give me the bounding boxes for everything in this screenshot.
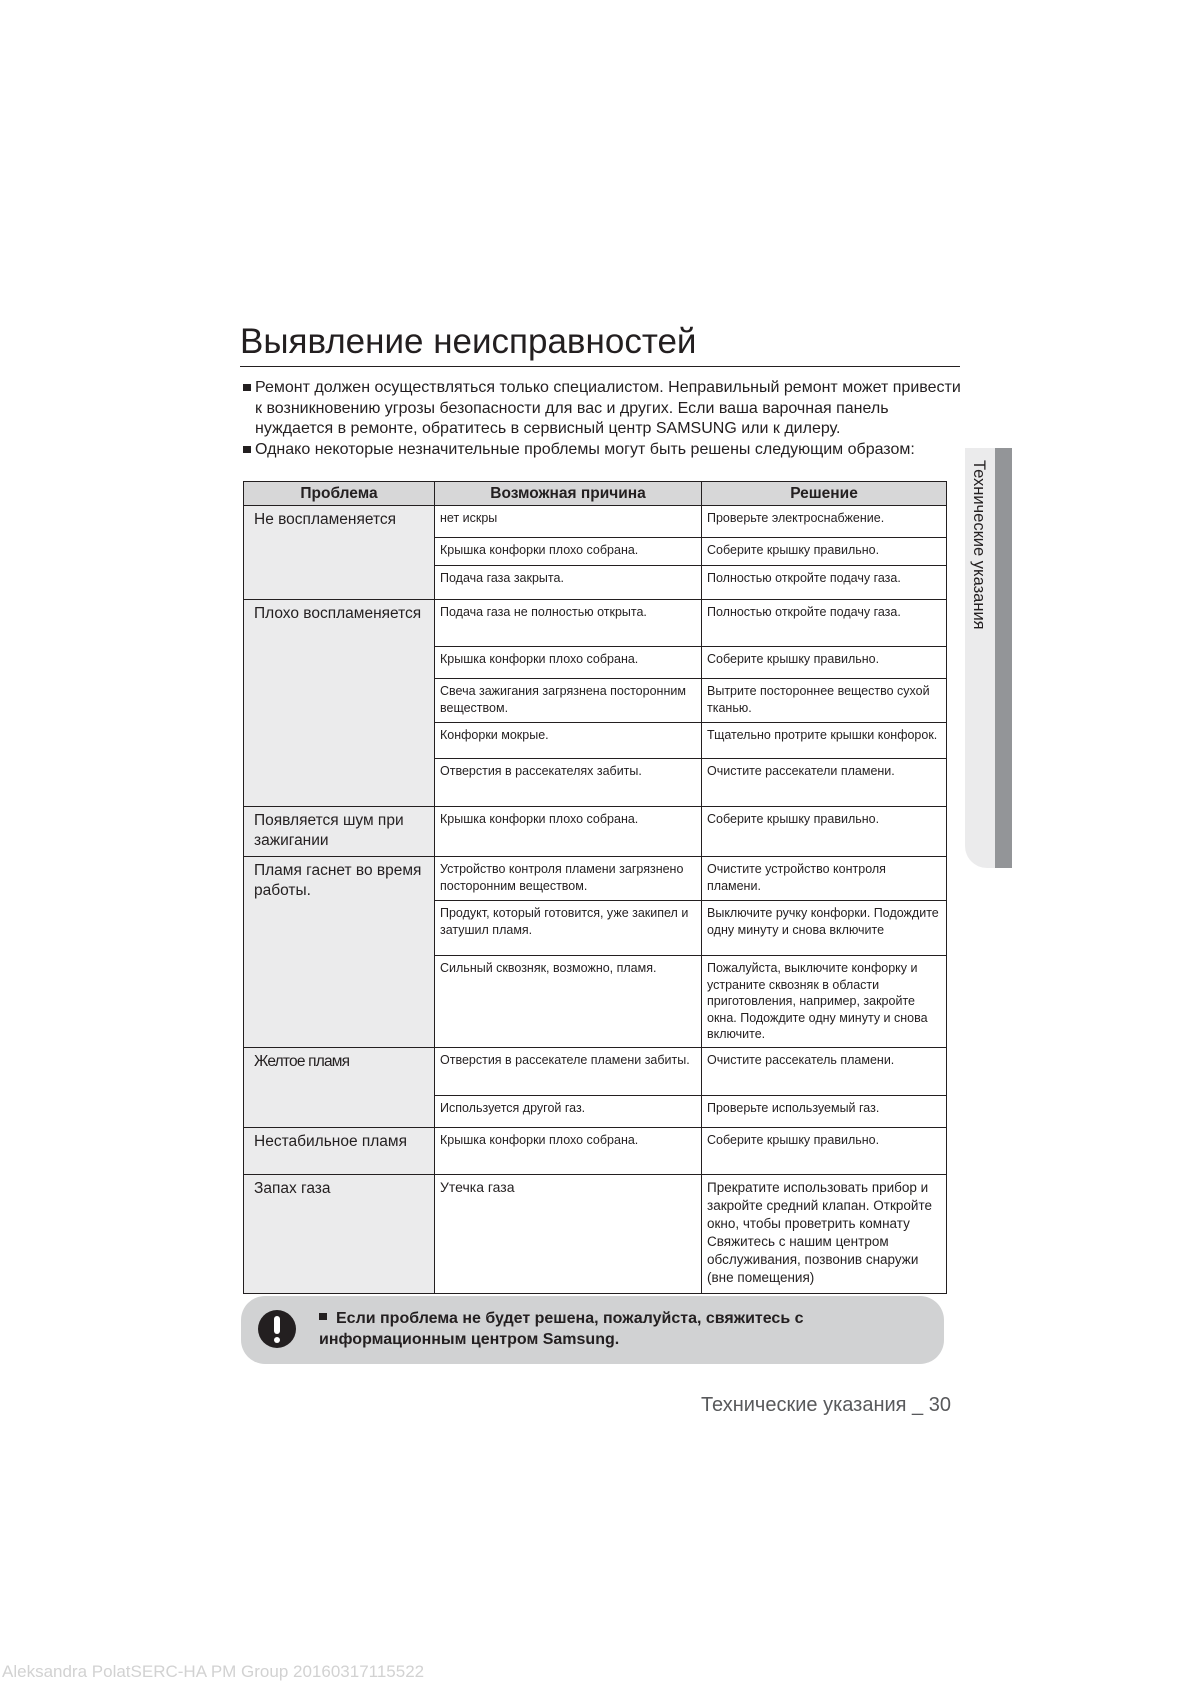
solution-cell: Выключите ручку конфорки. Подождите одну минуту и снова включите	[702, 901, 947, 956]
intro-bullets	[240, 378, 970, 460]
cause-cell: Крышка конфорки плохо собрана.	[435, 647, 702, 679]
page-footer: Технические указания _ 30	[700, 1394, 951, 1416]
cause-cell: Отверстия в рассекателях забиты.	[435, 759, 702, 807]
cause-cell: Используется другой газ.	[435, 1095, 702, 1127]
side-tab-label: Технические указания	[970, 460, 988, 630]
cause-cell: Конфорки мокрые.	[435, 723, 702, 759]
solution-cell: Соберите крышку правильно.	[702, 1127, 947, 1174]
cause-cell: Свеча зажигания загрязнена посторонним веществом.	[435, 679, 702, 723]
table-row	[244, 1127, 947, 1174]
table-row	[244, 1047, 947, 1095]
problem-cell: Запах газа	[244, 1174, 435, 1293]
solution-cell: Соберите крышку правильно.	[702, 807, 947, 857]
intro-text: Ремонт должен осуществляться только специалистом. Неправильный ремонт может привести к возникновению угрозы безопасности для вас и других. Если ваша варочная панель нуждается в ремонте, обратитесь в сервисный центр SAMSUNG или к дилеру.	[255, 379, 961, 437]
table-row	[244, 857, 947, 901]
bullet-square-icon	[243, 446, 251, 453]
intro-text: Однако некоторые незначительные проблемы могут быть решены следующим образом:	[255, 440, 915, 458]
solution-cell: Очистите рассекатель пламени.	[702, 1047, 947, 1095]
table-row	[244, 506, 947, 538]
intro-bullet	[240, 378, 970, 440]
cause-cell: Подача газа не полностью открыта.	[435, 600, 702, 647]
problem-cell: Плохо воспламеняется	[244, 600, 435, 807]
solution-cell: Очистите устройство контроля пламени.	[702, 857, 947, 901]
solution-cell: Полностью откройте подачу газа.	[702, 566, 947, 600]
bullet-square-icon	[319, 1313, 327, 1320]
solution-cell: Тщательно протрите крышки конфорок.	[702, 723, 947, 759]
page-title: Выявление неисправностей	[240, 322, 697, 361]
cause-cell: Продукт, который готовится, уже закипел и затушил пламя.	[435, 901, 702, 956]
problem-cell: Появляется шум при зажигании	[244, 807, 435, 857]
title-divider	[240, 366, 960, 367]
table-row	[244, 600, 947, 647]
header-cause: Возможная причина	[435, 482, 702, 506]
table-row	[244, 1174, 947, 1293]
table-row	[244, 807, 947, 857]
problem-cell: Пламя гаснет во время работы.	[244, 857, 435, 1048]
troubleshooting-table	[243, 481, 947, 1294]
cause-cell: Сильный сквозняк, возможно, пламя.	[435, 956, 702, 1048]
cause-cell: Отверстия в рассекателе пламени забиты.	[435, 1047, 702, 1095]
notice-box	[241, 1296, 944, 1364]
cause-cell: Подача газа закрыта.	[435, 566, 702, 600]
solution-cell: Проверьте электроснабжение.	[702, 506, 947, 538]
solution-cell: Пожалуйста, выключите конфорку и устраните сквозняк в области приготовления, например, закройте окна. Подождите одну минуту и снова включите.	[702, 956, 947, 1048]
table-header-row	[244, 482, 947, 506]
solution-cell: Проверьте используемый газ.	[702, 1095, 947, 1127]
cause-cell: нет искры	[435, 506, 702, 538]
cause-cell: Крышка конфорки плохо собрана.	[435, 1127, 702, 1174]
cause-cell: Устройство контроля пламени загрязнено посторонним веществом.	[435, 857, 702, 901]
cause-cell: Крышка конфорки плохо собрана.	[435, 807, 702, 857]
watermark: Aleksandra PolatSERC-HA PM Group 20160317115522	[2, 1662, 425, 1681]
solution-cell: Очистите рассекатели пламени.	[702, 759, 947, 807]
solution-cell: Соберите крышку правильно.	[702, 647, 947, 679]
cause-cell: Крышка конфорки плохо собрана.	[435, 538, 702, 566]
solution-cell: Полностью откройте подачу газа.	[702, 600, 947, 647]
side-tab-stripe	[995, 448, 1012, 868]
problem-cell: Желтое пламя	[244, 1047, 435, 1127]
header-solution: Решение	[702, 482, 947, 506]
solution-cell: Прекратите использовать прибор и закройте средний клапан. Откройте окно, чтобы проветрить комнату Свяжитесь с нашим центром обслуживания, позвонив снаружи (вне помещения)	[702, 1174, 947, 1293]
solution-cell: Вытрите постороннее вещество сухой тканью.	[702, 679, 947, 723]
intro-bullet	[240, 440, 970, 461]
problem-cell: Не воспламеняется	[244, 506, 435, 600]
solution-cell: Соберите крышку правильно.	[702, 538, 947, 566]
warning-exclamation-icon	[258, 1310, 296, 1348]
header-problem: Проблема	[244, 482, 435, 506]
problem-cell: Нестабильное пламя	[244, 1127, 435, 1174]
notice-text: Если проблема не будет решена, пожалуйста, свяжитесь с информационным центром Samsung.	[319, 1310, 804, 1348]
bullet-square-icon	[243, 384, 251, 391]
cause-cell: Утечка газа	[435, 1174, 702, 1293]
notice-text-wrap	[319, 1308, 919, 1350]
